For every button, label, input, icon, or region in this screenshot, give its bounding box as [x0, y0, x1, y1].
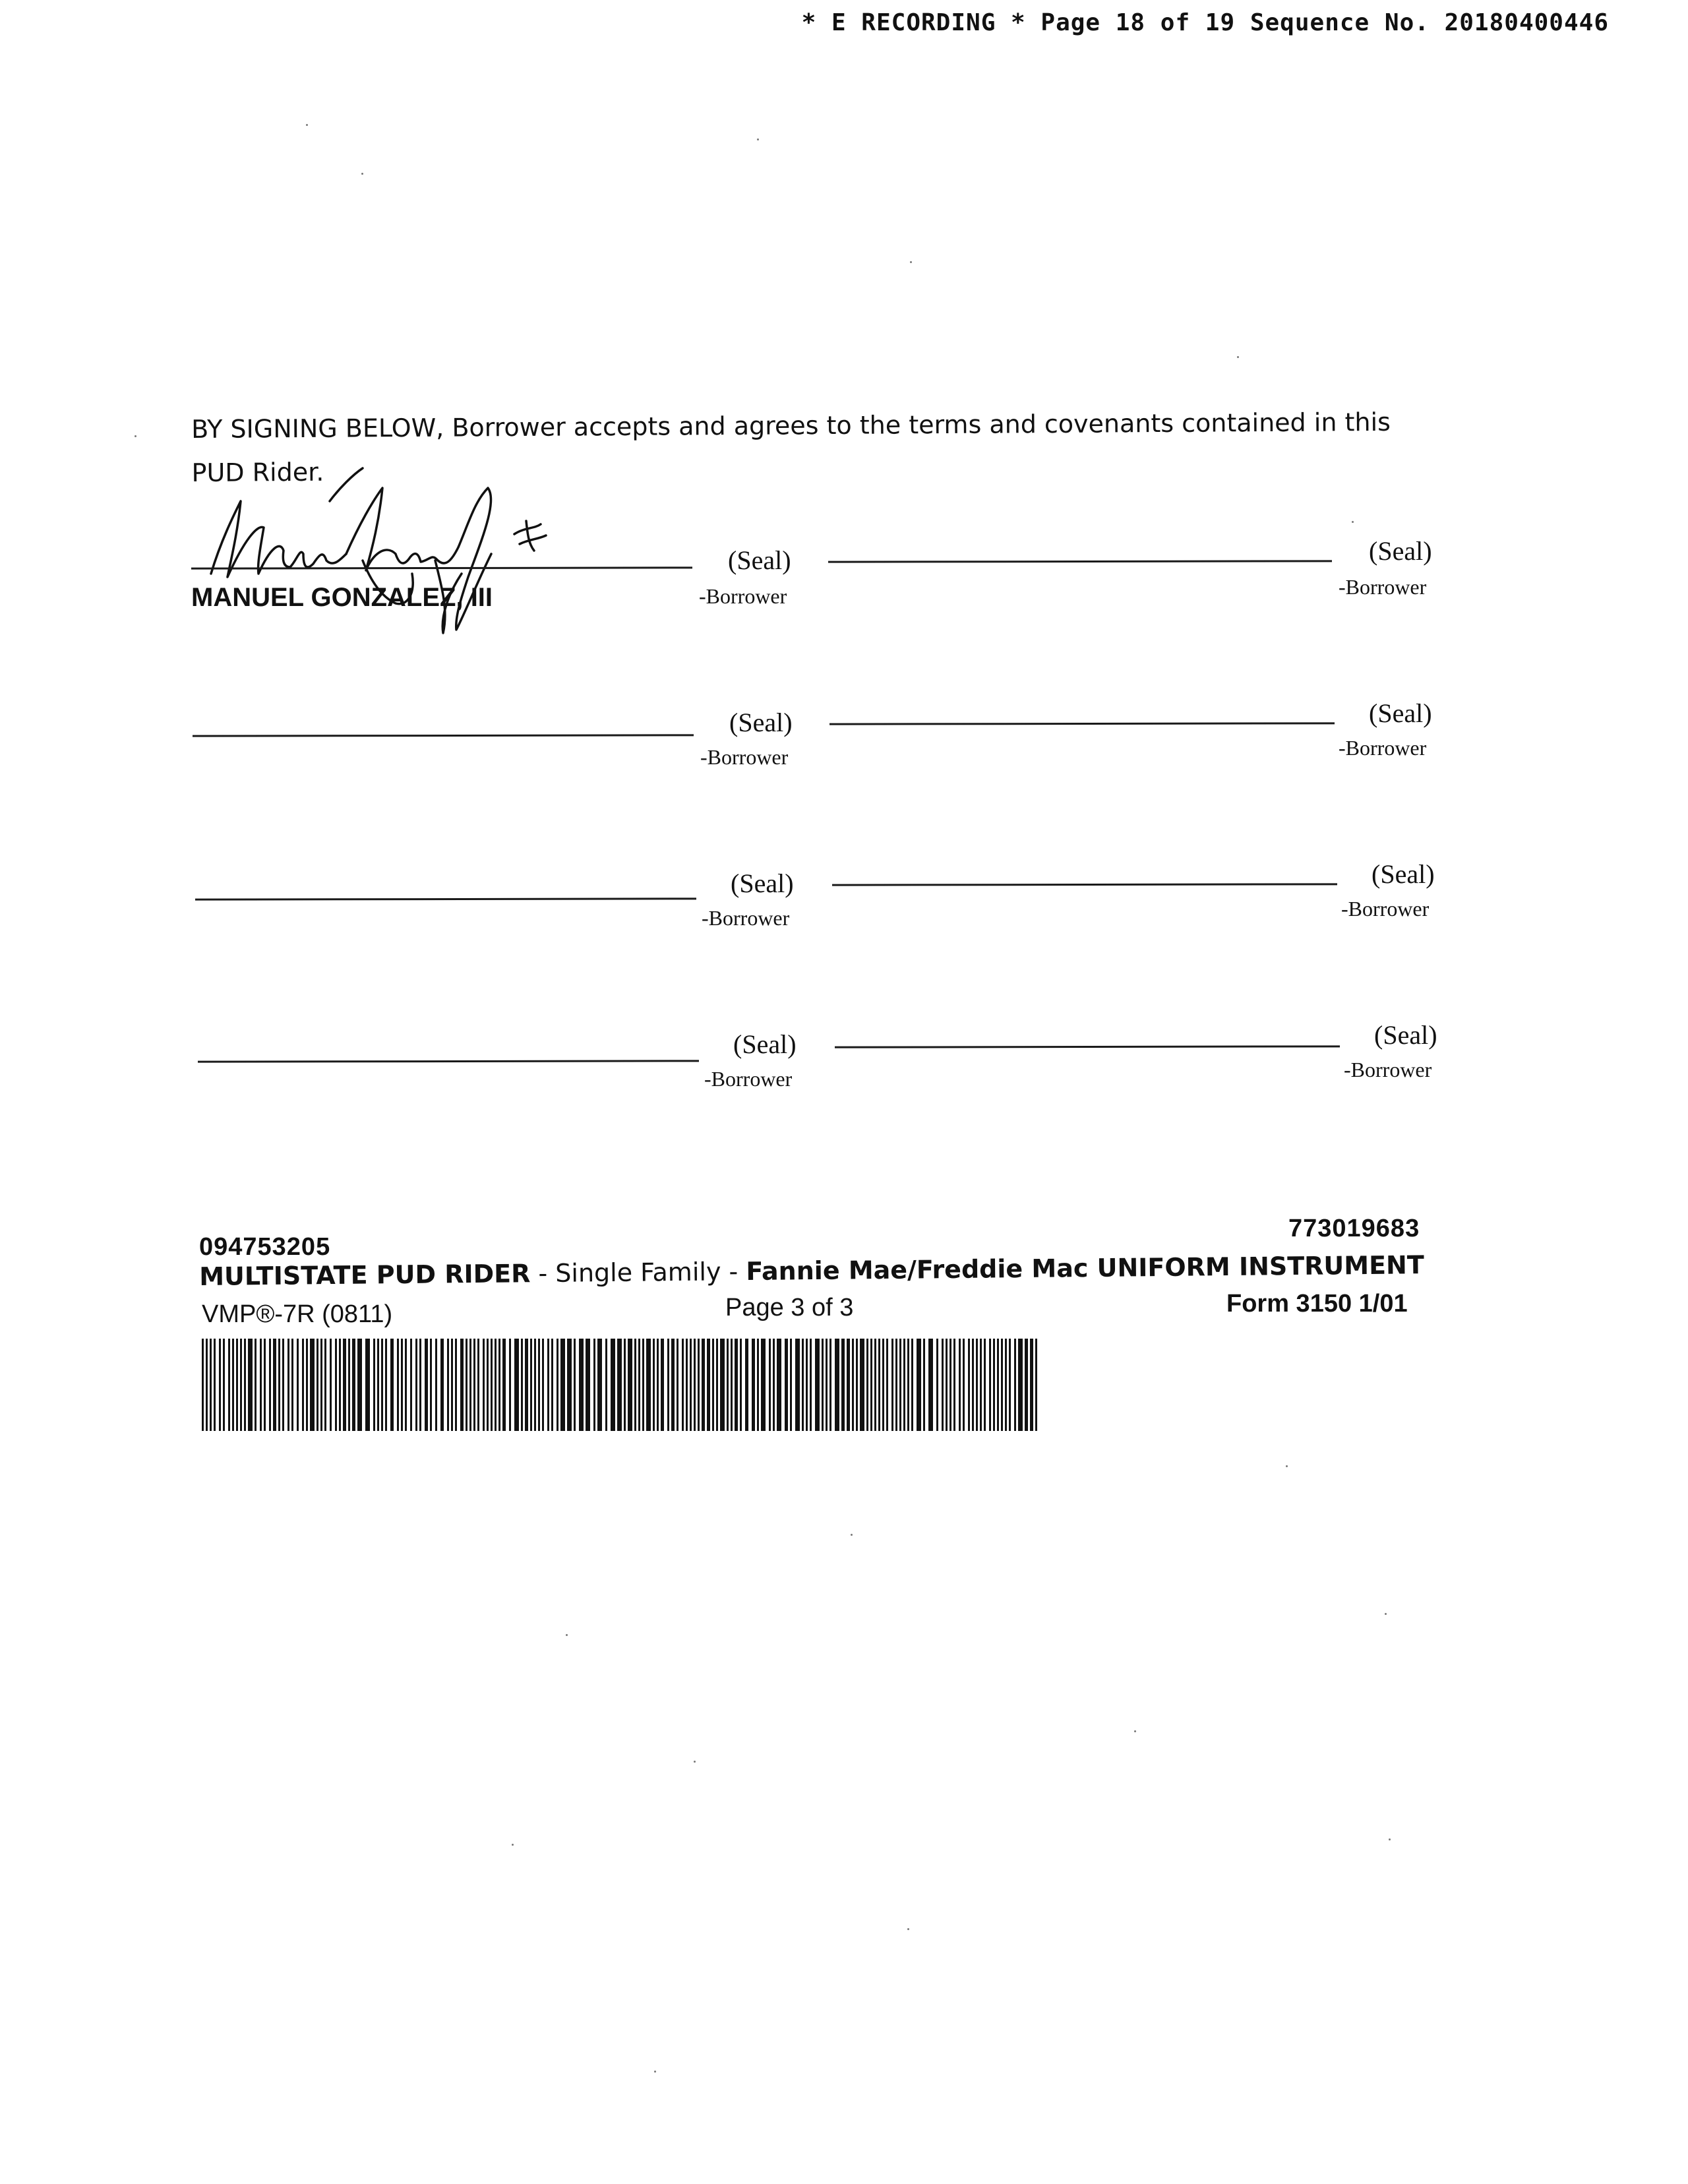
- barcode-bar: [1035, 1339, 1037, 1431]
- signature-line: [191, 566, 692, 569]
- barcode-bar: [815, 1339, 820, 1431]
- barcode-bar: [963, 1339, 965, 1431]
- barcode-bar: [352, 1339, 355, 1431]
- barcode-bar: [244, 1339, 246, 1431]
- barcode-bar: [950, 1339, 951, 1431]
- signature-line: [195, 897, 696, 900]
- barcode-bar: [860, 1339, 864, 1431]
- barcode-bar: [878, 1339, 880, 1431]
- barcode-bar: [677, 1339, 678, 1431]
- barcode-bar: [381, 1339, 383, 1431]
- barcode-bar: [1014, 1339, 1016, 1431]
- barcode-bar: [802, 1339, 804, 1431]
- seal-label: (Seal): [728, 545, 791, 575]
- barcode-bar: [455, 1339, 457, 1431]
- scan-speck: [512, 1844, 514, 1846]
- scan-speck: [851, 1534, 853, 1536]
- barcode-bar: [1018, 1339, 1023, 1431]
- signature-line: [828, 560, 1332, 562]
- barcode-bar: [745, 1339, 748, 1431]
- barcode-bar: [435, 1339, 437, 1431]
- barcode-bar: [348, 1339, 350, 1431]
- barcode-bar: [228, 1339, 230, 1431]
- signature-line: [832, 883, 1337, 886]
- barcode-bar: [874, 1339, 876, 1431]
- scan-speck: [566, 1634, 568, 1636]
- barcode-bar: [593, 1339, 595, 1431]
- barcode-bar: [972, 1339, 974, 1431]
- barcode-bar: [1005, 1339, 1007, 1431]
- barcode-bar: [903, 1339, 905, 1431]
- barcode-bar: [785, 1339, 788, 1431]
- borrower-label: -Borrower: [1339, 736, 1427, 760]
- borrower-label: -Borrower: [704, 1067, 793, 1091]
- barcode-bar: [397, 1339, 399, 1431]
- barcode-bar: [661, 1339, 664, 1431]
- barcode-bar: [870, 1339, 872, 1431]
- scan-speck: [306, 124, 308, 126]
- scan-speck: [1389, 1838, 1391, 1840]
- seal-label: (Seal): [1369, 536, 1432, 566]
- barcode-bar: [752, 1339, 755, 1431]
- seal-label: (Seal): [1374, 1020, 1437, 1050]
- barcode-bar: [210, 1339, 212, 1431]
- borrower-label: -Borrower: [1339, 575, 1427, 599]
- barcode-bar: [487, 1339, 489, 1431]
- barcode-bar: [735, 1339, 738, 1431]
- barcode-bar: [634, 1339, 636, 1431]
- borrower-label: -Borrower: [699, 584, 787, 608]
- barcode-bar: [206, 1339, 208, 1431]
- barcode-bar: [886, 1339, 888, 1431]
- barcode-bar: [557, 1339, 558, 1431]
- barcode-bar: [240, 1339, 242, 1431]
- barcode-bar: [574, 1339, 576, 1431]
- barcode-bar: [560, 1339, 565, 1431]
- barcode-bar: [278, 1339, 280, 1431]
- barcode-bar: [667, 1339, 669, 1431]
- barcode-bar: [826, 1339, 828, 1431]
- barcode-bar: [777, 1339, 781, 1431]
- scan-speck: [1286, 1465, 1288, 1467]
- barcode-bar: [405, 1339, 407, 1431]
- barcode-bar: [534, 1339, 536, 1431]
- barcode-bar: [822, 1339, 824, 1431]
- barcode-bar: [390, 1339, 394, 1431]
- barcode-bar: [287, 1339, 289, 1431]
- barcode-bar: [236, 1339, 238, 1431]
- barcode-bar: [339, 1339, 341, 1431]
- page-number: Page 3 of 3: [725, 1294, 854, 1321]
- barcode-bar: [690, 1339, 692, 1431]
- barcode-bar: [646, 1339, 651, 1431]
- barcode-bar: [899, 1339, 901, 1431]
- signature-line: [835, 1045, 1340, 1048]
- barcode-bar: [466, 1339, 467, 1431]
- acceptance-statement: BY SIGNING BELOW, Borrower accepts and agrees to the terms and covenants contained in this PUD Rider.: [191, 407, 1391, 487]
- barcode-bar: [891, 1339, 893, 1431]
- barcode-bar: [219, 1339, 221, 1431]
- barcode-bar: [605, 1339, 607, 1431]
- form-title-main: MULTISTATE PUD RIDER: [199, 1259, 531, 1291]
- scan-speck: [654, 2071, 656, 2073]
- barcode-bar: [291, 1339, 293, 1431]
- barcode-bar: [773, 1339, 775, 1431]
- form-title-sep: -: [530, 1258, 556, 1289]
- barcode-bar: [269, 1339, 271, 1431]
- barcode-bar: [343, 1339, 346, 1431]
- barcode-bar: [624, 1339, 626, 1431]
- barcode-bar: [686, 1339, 688, 1431]
- barcode-bar: [597, 1339, 602, 1431]
- barcode-bar: [1001, 1339, 1003, 1431]
- barcode-bar: [757, 1339, 759, 1431]
- barcode-bar: [586, 1339, 590, 1431]
- barcode-bar: [232, 1339, 234, 1431]
- scan-speck: [907, 1928, 909, 1930]
- signature-line: [198, 1060, 699, 1062]
- scan-speck: [1237, 356, 1239, 358]
- barcode-bar: [509, 1339, 511, 1431]
- barcode-bar: [993, 1339, 995, 1431]
- barcode-bar: [611, 1339, 615, 1431]
- barcode-bar: [365, 1339, 370, 1431]
- barcode-bar: [297, 1339, 299, 1431]
- barcode-bar: [761, 1339, 766, 1431]
- barcode-bar: [469, 1339, 471, 1431]
- barcode-bar: [306, 1339, 308, 1431]
- barcode-bar: [579, 1339, 584, 1431]
- barcode-bar: [316, 1339, 318, 1431]
- barcode-bar: [769, 1339, 771, 1431]
- barcode-bar: [790, 1339, 792, 1431]
- scan-speck: [1385, 1613, 1387, 1615]
- barcode-bar: [273, 1339, 276, 1431]
- barcode-bar: [320, 1339, 322, 1431]
- barcode-bar: [657, 1339, 659, 1431]
- barcode-bar: [498, 1339, 500, 1431]
- barcode-bar: [997, 1339, 999, 1431]
- barcode-bar: [928, 1339, 933, 1431]
- barcode-bar: [430, 1339, 432, 1431]
- barcode-bar: [720, 1339, 725, 1431]
- form-number: Form 3150 1/01: [1226, 1290, 1408, 1318]
- barcode-bar: [852, 1339, 854, 1431]
- barcode-bar: [551, 1339, 553, 1431]
- borrower-label: -Borrower: [1341, 897, 1430, 921]
- barcode-bar: [806, 1339, 808, 1431]
- barcode-bar: [255, 1339, 256, 1431]
- barcode-bar: [731, 1339, 733, 1431]
- barcode-bar: [425, 1339, 428, 1431]
- barcode-bar: [264, 1339, 266, 1431]
- barcode-bar: [638, 1339, 640, 1431]
- barcode-bar: [491, 1339, 493, 1431]
- barcode-bar: [847, 1339, 850, 1431]
- barcode-bar: [525, 1339, 528, 1431]
- signature-line: [829, 722, 1335, 725]
- seal-label: (Seal): [1369, 698, 1432, 728]
- barcode-bar: [810, 1339, 812, 1431]
- barcode-bar: [917, 1339, 921, 1431]
- barcode-bar: [538, 1339, 540, 1431]
- barcode-bar: [866, 1339, 868, 1431]
- barcode-bar: [521, 1339, 523, 1431]
- barcode-bar: [357, 1339, 362, 1431]
- barcode-bar: [202, 1339, 204, 1431]
- barcode-bar: [895, 1339, 897, 1431]
- barcode-bar: [324, 1339, 326, 1431]
- scan-speck: [910, 261, 912, 263]
- barcode-bar: [377, 1339, 379, 1431]
- barcode-bar: [502, 1339, 506, 1431]
- barcode-bar: [617, 1339, 622, 1431]
- barcode-bar: [214, 1339, 216, 1431]
- barcode-bar: [682, 1339, 684, 1431]
- barcode-bar: [698, 1339, 700, 1431]
- barcode-bar: [946, 1339, 948, 1431]
- barcode-bar: [451, 1339, 453, 1431]
- barcode-bar: [542, 1339, 544, 1431]
- barcode-bar: [282, 1339, 284, 1431]
- barcode-bar: [567, 1339, 572, 1431]
- barcode-image: [202, 1339, 1039, 1431]
- barcode-bar: [373, 1339, 375, 1431]
- borrower-label: -Borrower: [700, 745, 789, 769]
- barcode-bar: [968, 1339, 970, 1431]
- barcode-bar: [335, 1339, 337, 1431]
- form-title: [199, 1250, 1424, 1291]
- barcode-bar: [835, 1339, 839, 1431]
- borrower-label: -Borrower: [702, 906, 790, 930]
- barcode-bar: [727, 1339, 729, 1431]
- barcode-bar: [419, 1339, 421, 1431]
- loan-number-left: 094753205: [199, 1233, 331, 1261]
- barcode-bar: [702, 1339, 705, 1431]
- scan-speck: [361, 173, 363, 175]
- barcode-bar: [410, 1339, 412, 1431]
- scan-speck: [1352, 521, 1354, 523]
- form-title-sep: -: [721, 1257, 746, 1287]
- form-title-family: Single Family: [555, 1257, 721, 1288]
- barcode-bar: [989, 1339, 991, 1431]
- barcode-bar: [716, 1339, 718, 1431]
- barcode-bar: [1025, 1339, 1028, 1431]
- vmp-code: VMP®-7R (0811): [202, 1300, 393, 1328]
- barcode-bar: [694, 1339, 696, 1431]
- scan-speck: [135, 435, 136, 437]
- seal-label: (Seal): [729, 708, 793, 737]
- recording-header: * E RECORDING * Page 18 of 19 Sequence No. 20180400446: [801, 9, 1609, 36]
- barcode-bar: [829, 1339, 831, 1431]
- barcode-bar: [514, 1339, 519, 1431]
- signer-name: MANUEL GONZALEZ, III: [191, 583, 493, 612]
- barcode-bar: [473, 1339, 475, 1431]
- barcode-bar: [856, 1339, 858, 1431]
- barcode-bar: [401, 1339, 403, 1431]
- barcode-bar: [953, 1339, 955, 1431]
- barcode-bar: [628, 1339, 632, 1431]
- borrower-signature-image: [198, 462, 580, 646]
- seal-label: (Seal): [733, 1029, 797, 1059]
- signature-line: [193, 734, 694, 737]
- barcode-bar: [483, 1339, 485, 1431]
- scan-speck: [1134, 1730, 1136, 1732]
- barcode-bar: [642, 1339, 644, 1431]
- barcode-bar: [547, 1339, 549, 1431]
- barcode-bar: [415, 1339, 417, 1431]
- barcode-bar: [911, 1339, 913, 1431]
- barcode-bar: [653, 1339, 655, 1431]
- barcode-bar: [707, 1339, 710, 1431]
- barcode-bar: [740, 1339, 742, 1431]
- barcode-bar: [942, 1339, 944, 1431]
- loan-number-right: 773019683: [1288, 1215, 1420, 1242]
- barcode-bar: [248, 1339, 253, 1431]
- barcode-bar: [260, 1339, 262, 1431]
- barcode-bar: [385, 1339, 387, 1431]
- barcode-bar: [923, 1339, 925, 1431]
- barcode-bar: [976, 1339, 978, 1431]
- seal-label: (Seal): [731, 868, 794, 898]
- barcode-bar: [959, 1339, 961, 1431]
- barcode-bar: [841, 1339, 845, 1431]
- barcode-bar: [1009, 1339, 1011, 1431]
- barcode-bar: [1030, 1339, 1033, 1431]
- barcode-bar: [460, 1339, 464, 1431]
- barcode-bar: [984, 1339, 986, 1431]
- barcode-bar: [302, 1339, 304, 1431]
- form-title-agency: Fannie Mae/Freddie Mac UNIFORM INSTRUMENT: [746, 1250, 1424, 1287]
- barcode-bar: [330, 1339, 332, 1431]
- barcode-bar: [907, 1339, 909, 1431]
- barcode-bar: [980, 1339, 982, 1431]
- scan-speck: [694, 1761, 696, 1763]
- barcode-bar: [477, 1339, 479, 1431]
- seal-label: (Seal): [1372, 859, 1435, 889]
- barcode-bar: [936, 1339, 938, 1431]
- barcode-bar: [712, 1339, 714, 1431]
- barcode-bar: [530, 1339, 532, 1431]
- barcode-bar: [447, 1339, 449, 1431]
- barcode-bar: [795, 1339, 800, 1431]
- borrower-label: -Borrower: [1344, 1058, 1432, 1081]
- barcode-bar: [223, 1339, 225, 1431]
- barcode-bar: [882, 1339, 884, 1431]
- barcode-bar: [495, 1339, 497, 1431]
- barcode-bar: [440, 1339, 444, 1431]
- scan-speck: [757, 138, 759, 140]
- barcode-bar: [310, 1339, 315, 1431]
- barcode-bar: [671, 1339, 675, 1431]
